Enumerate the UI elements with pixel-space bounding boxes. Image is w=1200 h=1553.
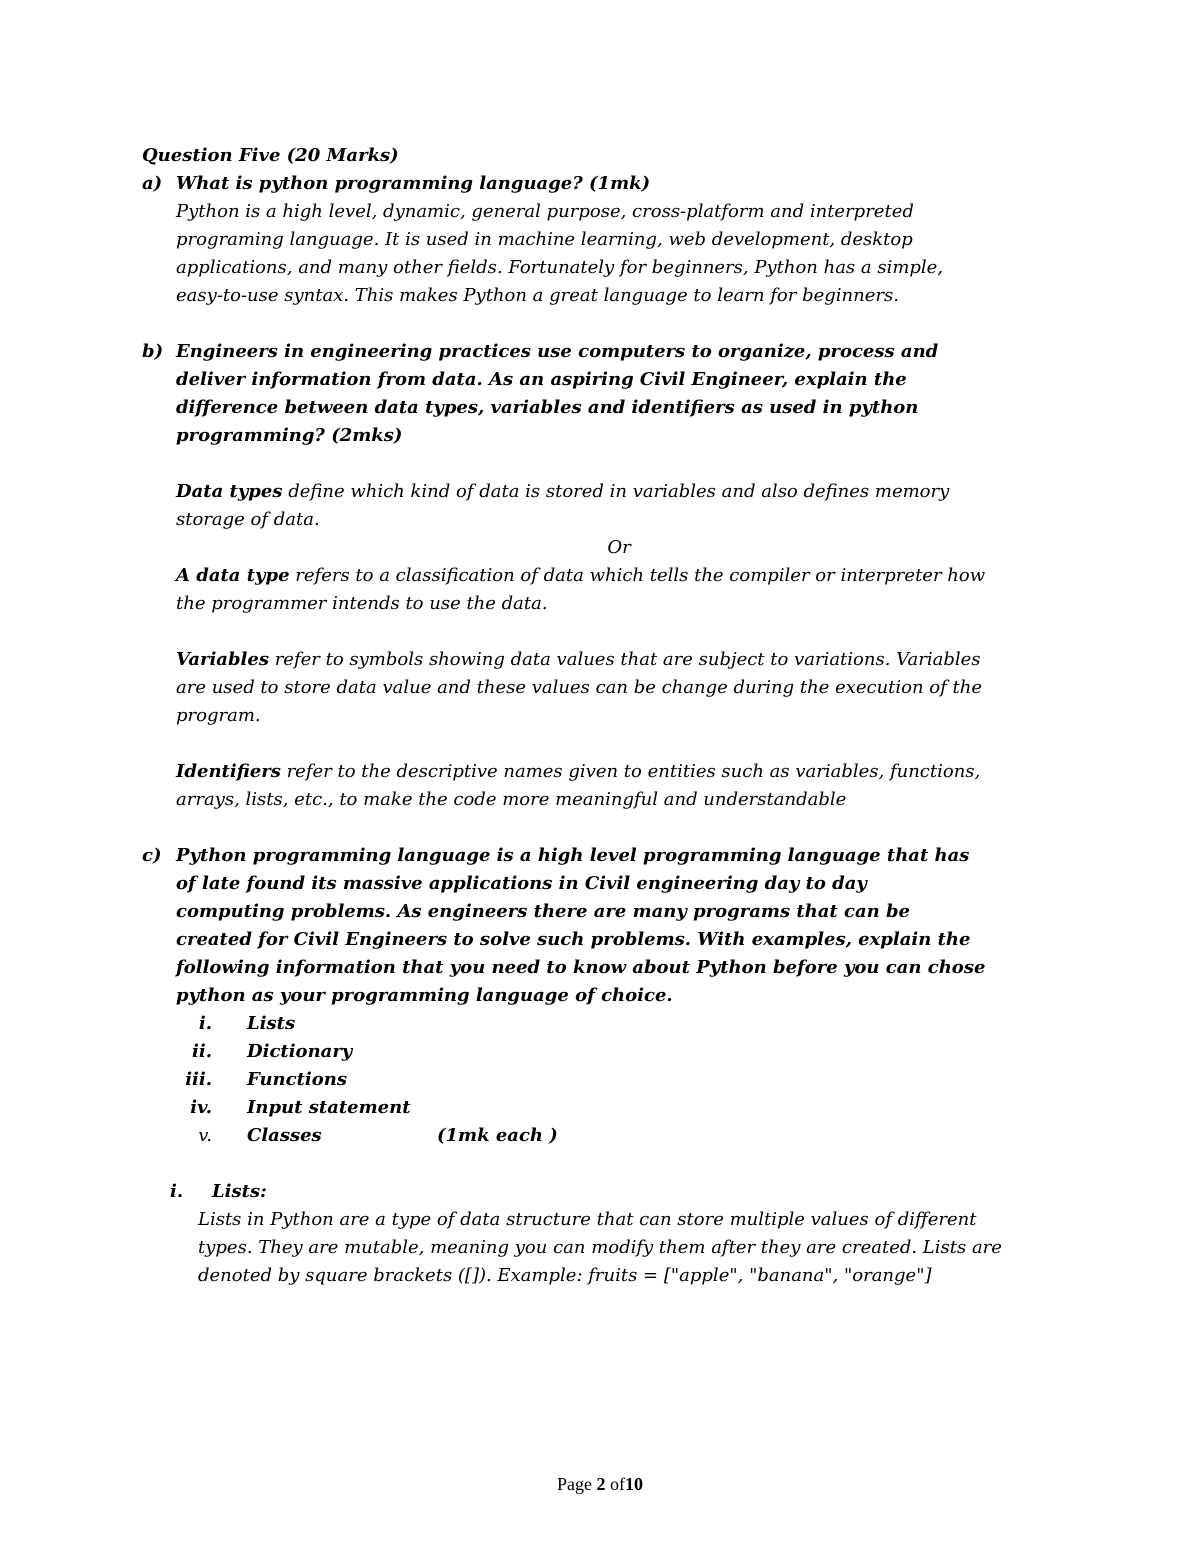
question-b-line: difference between data types, variables and identifiers as used in python xyxy=(176,397,919,418)
a-data-type-line: the programmer intends to use the data. xyxy=(176,593,548,614)
footer-of-word: of xyxy=(610,1474,625,1494)
lists-answer-line: Lists in Python are a type of data structure that can store multiple values of different xyxy=(198,1209,977,1230)
data-types-line: storage of data. xyxy=(176,509,320,530)
question-c-label: c) xyxy=(142,845,162,866)
question-c-line: Python programming language is a high level programming language that has xyxy=(176,845,970,866)
identifiers-definition xyxy=(176,758,1062,814)
list-item xyxy=(142,1010,1062,1038)
footer-current-page: 2 xyxy=(596,1474,606,1494)
question-c-line: created for Civil Engineers to solve such problems. With examples, explain the xyxy=(176,929,971,950)
question-b-label: b) xyxy=(142,341,164,362)
list-item xyxy=(142,1038,1062,1066)
list-item-text: Dictionary xyxy=(247,1041,353,1062)
answer-a-line: applications, and many other fields. Fortunately for beginners, Python has a simple, xyxy=(176,257,944,278)
identifiers-line: refer to the descriptive names given to entities such as variables, functions, xyxy=(280,761,981,782)
answer-a-line: easy-to-use syntax. This makes Python a great language to learn for beginners. xyxy=(176,285,899,306)
page-footer xyxy=(0,1474,1200,1495)
answer-a-line: programing language. It is used in machine learning, web development, desktop xyxy=(176,229,913,250)
variables-line: are used to store data value and these values can be change during the execution of the xyxy=(176,677,983,698)
a-data-type-line: refers to a classification of data which tells the compiler or interpreter how xyxy=(289,565,986,586)
lists-answer-heading xyxy=(142,1178,1062,1206)
list-item xyxy=(142,1066,1062,1094)
data-types-line: define which kind of data is stored in variables and also defines memory xyxy=(282,481,950,502)
identifiers-term: Identifiers xyxy=(176,761,281,782)
variables-term: Variables xyxy=(176,649,269,670)
lists-answer-line: types. They are mutable, meaning you can modify them after they are created. Lists are xyxy=(198,1237,1002,1258)
question-b-line: programming? (2mks) xyxy=(176,425,403,446)
answer-a xyxy=(176,198,1062,310)
list-item-text: Lists xyxy=(247,1013,296,1034)
question-c-line: following information that you need to know about Python before you can chose xyxy=(176,957,986,978)
list-item-number: iii. xyxy=(185,1069,212,1090)
list-item xyxy=(142,1122,1062,1150)
question-title: Question Five (20 Marks) xyxy=(142,145,399,166)
data-types-definition xyxy=(176,478,1062,534)
marks-note: (1mk each ) xyxy=(437,1125,558,1146)
list-item-number: i. xyxy=(198,1013,212,1034)
variables-line: program. xyxy=(176,705,261,726)
footer-total-pages: 10 xyxy=(625,1474,643,1494)
list-item-text: Classes xyxy=(247,1125,322,1146)
question-c xyxy=(142,842,1062,1010)
variables-line: refer to symbols showing data values that are subject to variations. Variables xyxy=(268,649,981,670)
answer-a-line: Python is a high level, dynamic, general purpose, cross-platform and interpreted xyxy=(176,201,914,222)
footer-page-word: Page xyxy=(557,1474,592,1494)
variables-definition xyxy=(176,646,1062,730)
list-item xyxy=(142,1094,1062,1122)
question-b-line: deliver information from data. As an aspiring Civil Engineer, explain the xyxy=(176,369,907,390)
data-types-term: Data types xyxy=(176,481,283,502)
or-separator: Or xyxy=(607,537,631,558)
lists-answer-number: i. xyxy=(170,1181,184,1202)
question-c-line: python as your programming language of choice. xyxy=(176,985,673,1006)
question-a xyxy=(142,170,1062,198)
list-item-number: iv. xyxy=(190,1097,212,1118)
lists-answer-title: Lists: xyxy=(212,1181,267,1202)
list-item-number: v. xyxy=(198,1125,212,1146)
list-item-text: Input statement xyxy=(247,1097,411,1118)
identifiers-line: arrays, lists, etc., to make the code more meaningful and understandable xyxy=(176,789,847,810)
question-c-line: of late found its massive applications in Civil engineering day to day xyxy=(176,873,867,894)
lists-answer-body xyxy=(198,1206,1062,1290)
list-item-number: ii. xyxy=(192,1041,212,1062)
question-a-text: What is python programming language? (1mk) xyxy=(176,173,651,194)
a-data-type-definition xyxy=(176,562,1062,618)
lists-answer-line: denoted by square brackets ([]). Example: fruits = ["apple", "banana", "orange"] xyxy=(198,1265,932,1286)
document-content xyxy=(142,142,1062,1290)
list-item-text: Functions xyxy=(247,1069,347,1090)
question-c-item-list xyxy=(142,1010,1062,1150)
question-a-label: a) xyxy=(142,173,163,194)
a-data-type-term: A data type xyxy=(176,565,290,586)
question-b xyxy=(142,338,1062,450)
question-c-line: computing problems. As engineers there are many programs that can be xyxy=(176,901,911,922)
question-b-line: Engineers in engineering practices use computers to organize, process and xyxy=(176,341,939,362)
